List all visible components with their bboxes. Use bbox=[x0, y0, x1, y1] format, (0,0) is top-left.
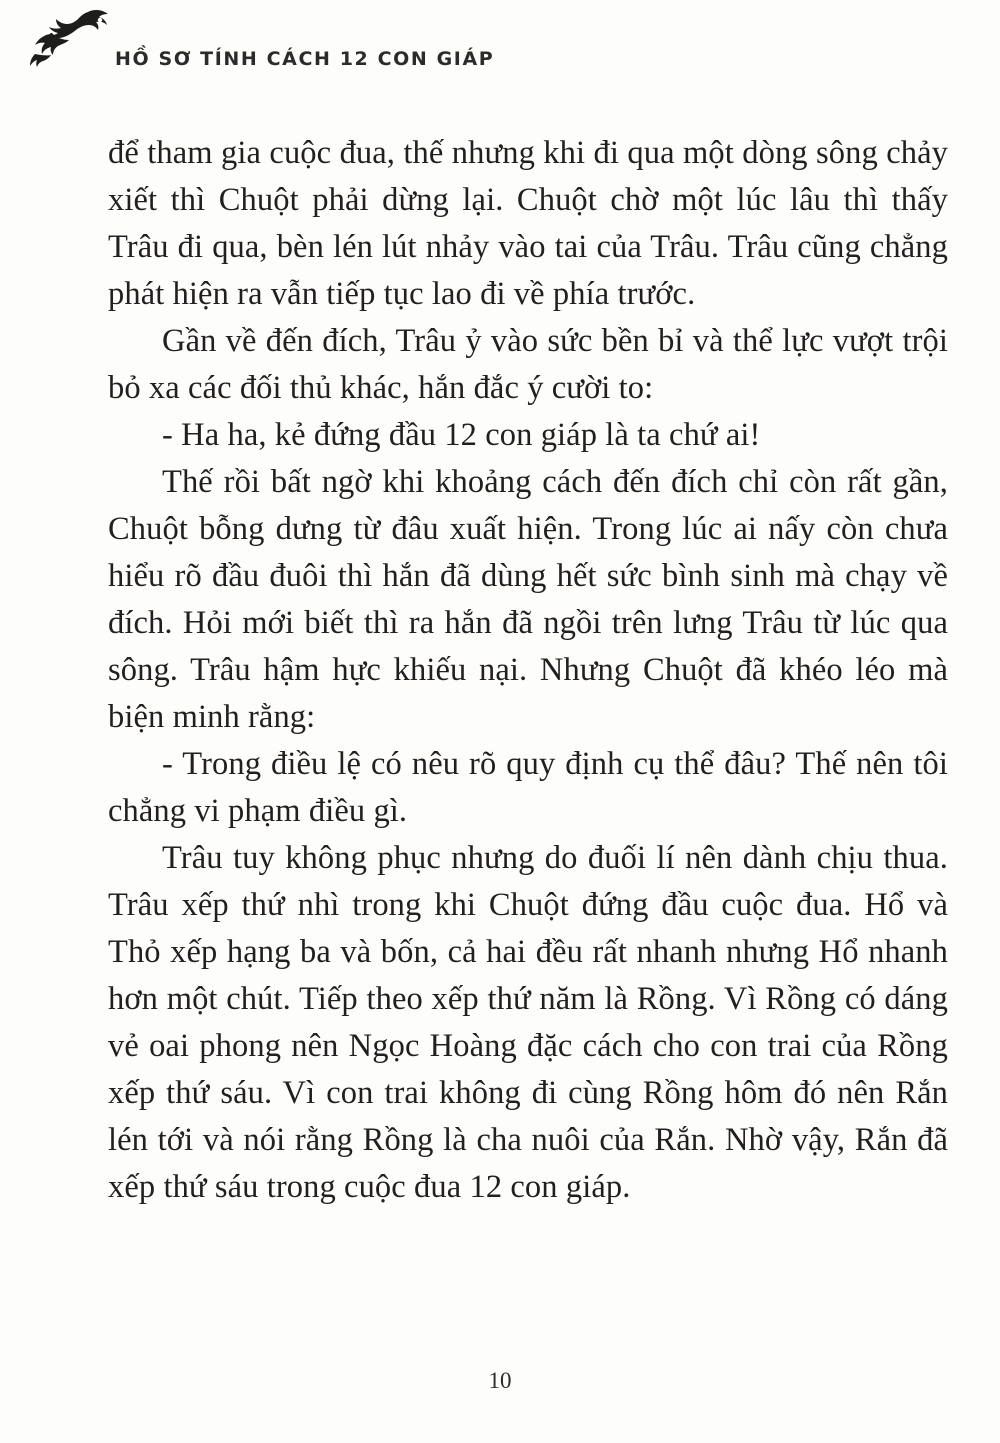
page-number: 10 bbox=[488, 1368, 512, 1393]
paragraph-dialog: - Trong điều lệ có nêu rõ quy định cụ thể đâu? Thế nên tôi chẳng vi phạm điều gì. bbox=[108, 746, 948, 829]
dragon-icon bbox=[26, 8, 116, 70]
header-title: HỒ SƠ TÍNH CÁCH 12 CON GIÁP bbox=[115, 48, 495, 70]
paragraph: Thế rồi bất ngờ khi khoảng cách đến đích chỉ còn rất gần, Chuột bỗng dưng từ đâu xuất hiện. Trong lúc ai nấy còn chưa hiểu rõ đầu đuôi thì hắn đã dùng hết sức bình sinh mà chạy về đích. Hỏi mới biết thì ra hắn đã ngồi trên lưng Trâu từ lúc qua sông. Trâu hậm hực khiếu nại. Nhưng Chuột đã khéo léo mà biện minh rằng: bbox=[108, 464, 948, 735]
paragraph: Gần về đến đích, Trâu ỷ vào sức bền bỉ và thể lực vượt trội bỏ xa các đối thủ khác, hắn đắc ý cười to: bbox=[108, 323, 948, 406]
paragraph-dialog: - Ha ha, kẻ đứng đầu 12 con giáp là ta chứ ai! bbox=[162, 417, 761, 453]
paragraph: để tham gia cuộc đua, thế nhưng khi đi qua một dòng sông chảy xiết thì Chuột phải dừng lại. Chuột chờ một lúc lâu thì thấy Trâu đi qua, bèn lén lút nhảy vào tai của Trâu. Trâu cũng chẳng phát hiện ra vẫn tiếp tục lao đi về phía trước. bbox=[108, 135, 948, 312]
paragraph: Trâu tuy không phục nhưng do đuối lí nên dành chịu thua. Trâu xếp thứ nhì trong khi Chuột đứng đầu cuộc đua. Hổ và Thỏ xếp hạng ba và bốn, cả hai đều rất nhanh nhưng Hổ nhanh hơn một chút. Tiếp theo xếp thứ năm là Rồng. Vì Rồng có dáng vẻ oai phong nên Ngọc Hoàng đặc cách cho con trai của Rồng xếp thứ sáu. Vì con trai không đi cùng Rồng hôm đó nên Rắn lén tới và nói rằng Rồng là cha nuôi của Rắn. Nhờ vậy, Rắn đã xếp thứ sáu trong cuộc đua 12 con giáp. bbox=[108, 840, 948, 1205]
page-body bbox=[108, 130, 948, 1211]
running-header bbox=[0, 0, 1000, 92]
